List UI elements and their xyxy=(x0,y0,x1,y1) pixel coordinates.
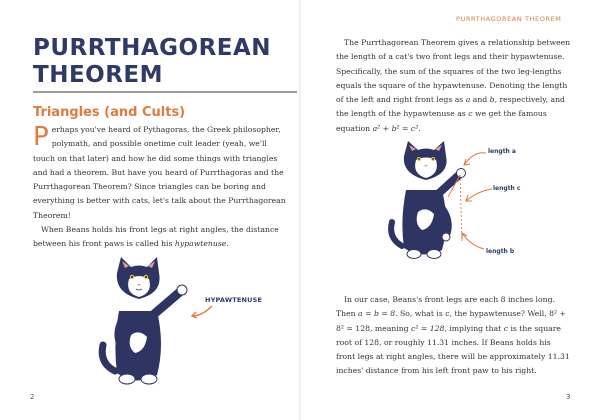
paragraph-1-text: erhaps you've heard of Pythagoras, the Greek philosopher, polymath, and possible onetime cult leader (yeah, we'll touch on that later) and how he did some things with triangles and had a theorem. But have you heard of Purrthagoras and the Purrthagorean Theorem? Since triangles can be boring and everything is better with cats, let's talk about the Purrthagorean Theorem! xyxy=(33,125,286,220)
eq-a-b: a = b = 8 xyxy=(358,309,396,319)
cat-illustration-left xyxy=(95,253,190,393)
right-p2-text-3: , implying that xyxy=(444,323,504,333)
hypawtenuse-callout: HYPAWTENUSE xyxy=(205,296,263,304)
eq-c-squared: c² = 128 xyxy=(411,323,445,333)
right-p1-text: The Purrthagorean Theorem gives a relationship between the length of a cat's two front legs and their hypawtenuse. Specifically, the sum of the squares of the two leg-lengths equals the square of the hypawtenuse. Denoting the length of the left and right front legs as xyxy=(336,38,571,105)
paragraph-1 xyxy=(33,123,291,223)
page-number-left: 2 xyxy=(30,393,35,401)
length-a-callout: length a xyxy=(488,148,516,155)
var-c: c xyxy=(468,109,473,119)
right-p1-and: and xyxy=(470,95,490,105)
var-b: b xyxy=(489,95,495,105)
paragraph-2-text: When Beans holds his front legs at right angles, the distance between his front paws is called his xyxy=(33,225,279,249)
paragraph-2-end: . xyxy=(226,239,229,249)
page-number-right: 3 xyxy=(566,393,571,401)
right-p1-text-3: we get the famous equation xyxy=(336,109,547,133)
left-body-text xyxy=(33,123,291,252)
title-rule xyxy=(33,91,297,93)
right-p2-text: In our case, Beans's front legs are each 8 inches long. Then xyxy=(336,295,555,319)
arrow-left-icon xyxy=(190,304,214,320)
right-p2-text-4: is the square root of 128, or roughly 11.31 inches. If Beans holds his front legs at right angles, there will be approximately 11.31 inches' distance from his left front paw to his right. xyxy=(336,323,570,376)
drop-cap: P xyxy=(33,122,49,152)
page-title: PURRTHAGOREAN THEOREM xyxy=(33,35,272,88)
equation: a² + b² = c². xyxy=(372,123,421,133)
running-head: PURRTHAGOREAN THEOREM xyxy=(456,15,562,23)
measurement-arrows xyxy=(440,145,500,260)
paragraph-2 xyxy=(33,223,291,252)
length-c-callout: length c xyxy=(493,185,521,192)
var-a: a xyxy=(465,95,471,105)
book-gutter xyxy=(299,0,301,420)
right-p1-text-2: , respectively, and the length of the hypawtenuse as xyxy=(336,95,565,119)
right-paragraph-1 xyxy=(336,36,572,136)
right-p2-text-2: . So, what is c, the hypawtenuse? Well, 8² + 8² = 128, meaning xyxy=(336,309,566,333)
var-c-2: c xyxy=(503,323,509,333)
length-b-callout: length b xyxy=(486,248,515,255)
section-heading: Triangles (and Cults) xyxy=(33,105,186,120)
right-paragraph-2 xyxy=(336,293,572,379)
hypawtenuse-term: hypawtenuse xyxy=(174,239,227,249)
